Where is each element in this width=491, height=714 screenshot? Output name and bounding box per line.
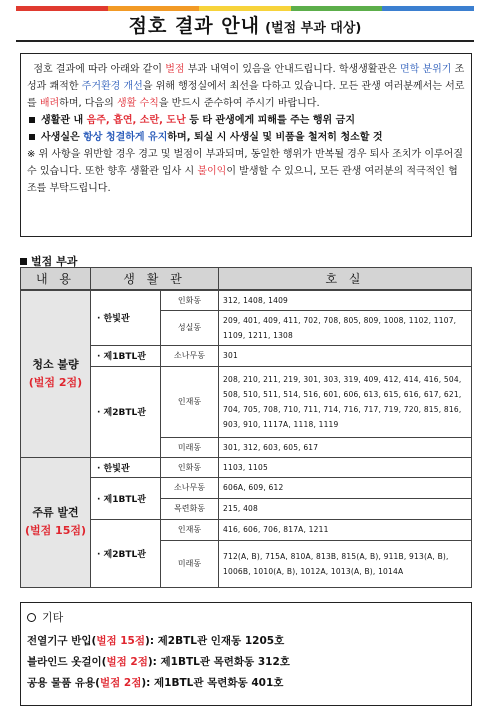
etc-item-1: 전열기구 반입(벌점 15점): 제2BTL관 인재동 1205호 <box>27 635 285 647</box>
notice-rule-1: 생활관 내 음주, 흡연, 소란, 도난 등 타 관생에게 피해를 주는 행위 금지 <box>27 112 465 129</box>
etc-box <box>20 602 472 706</box>
table-row: 성실동 209, 401, 409, 411, 702, 708, 805, 809, 1008, 1102, 1107, 1109, 1211, 1308 <box>21 310 472 345</box>
table-row: 미래동 712(A, B), 715A, 810A, 813B, 815(A, B), 911B, 913(A, B), 1006B, 1010(A, B), 1012A, 1013(A, B), 1014A <box>21 540 472 587</box>
table-row: · 제1BTL관 소나무동 606A, 609, 612 <box>21 477 472 498</box>
penalty-table <box>20 267 472 588</box>
notice-box <box>20 53 472 237</box>
table-row: · 제1BTL관 소나무동 301 <box>21 345 472 366</box>
header-dormitory: 생 활 관 <box>91 268 219 290</box>
notice-paragraph-1: 점호 결과에 따라 아래와 같이 벌점 부과 내역이 있음을 안내드립니다. 학생생활관은 면학 분위기 조성과 쾌적한 주거환경 개선을 위해 행정실에서 최선을 다하고 있습니다. 모든 관생 여러분께서는 서로를 배려하며, 다음의 생활 수칙을 반드시 준수하여 주시기 바랍니다. <box>27 64 465 109</box>
etc-title: 기타 <box>27 609 467 625</box>
page-title <box>16 12 474 42</box>
category-alcohol: 주류 발견 (벌점 15점) <box>21 457 91 587</box>
title-subtitle: (벌점 부과 대상) <box>265 21 362 36</box>
section-title-penalty: 벌점 부과 <box>20 253 77 269</box>
table-row: 청소 불량 (벌점 2점) · 한빛관 인화동 312, 1408, 1409 <box>21 290 472 311</box>
table-header-row <box>21 268 472 290</box>
rainbow-bar <box>16 6 474 11</box>
square-bullet-icon <box>29 117 35 123</box>
title-main: 점호 결과 안내 <box>128 15 260 37</box>
notice-rule-2: 사생실은 항상 청결하게 유지하며, 퇴실 시 사생실 및 비품을 철저히 청소할 것 <box>27 129 465 146</box>
circle-bullet-icon <box>27 613 36 622</box>
table-row: · 제2BTL관 인재동 416, 606, 706, 817A, 1211 <box>21 519 472 540</box>
square-bullet-icon <box>29 134 35 140</box>
table-row: · 제2BTL관 인재동 208, 210, 211, 219, 301, 303, 319, 409, 412, 414, 416, 504, 508, 510, 511, 514, 516, 601, 606, 613, 615, 616, 617, 621, 704, 705, 708, 710, 711, 714, 716, 717, 719, 720, 815, 816, 903, 910, 1117A, 1118, 1119 <box>21 366 472 437</box>
category-cleaning: 청소 불량 (벌점 2점) <box>21 290 91 458</box>
table-row: 미래동 301, 312, 603, 605, 617 <box>21 437 472 457</box>
notice-paragraph-2: ※ 위 사항을 위반할 경우 경고 및 벌점이 부과되며, 동일한 행위가 반복될 경우 퇴사 조치가 이루어질 수 있습니다. 또한 향후 생활관 입사 시 불이익이 발생할 수 있으니, 모든 관생 여러분의 적극적인 협조를 부탁드립니다. <box>27 149 463 194</box>
etc-item-2: 블라인드 옷걸이(벌점 2점): 제1BTL관 목련화동 312호 <box>27 656 290 668</box>
header-content: 내 용 <box>21 268 91 290</box>
etc-item-3: 공용 물품 유용(벌점 2점): 제1BTL관 목련화동 401호 <box>27 677 284 689</box>
square-bullet-icon <box>20 258 27 265</box>
table-row: 주류 발견 (벌점 15점) · 한빛관 인화동 1103, 1105 <box>21 457 472 477</box>
header-room: 호 실 <box>219 268 472 290</box>
table-row: 목련화동 215, 408 <box>21 498 472 519</box>
